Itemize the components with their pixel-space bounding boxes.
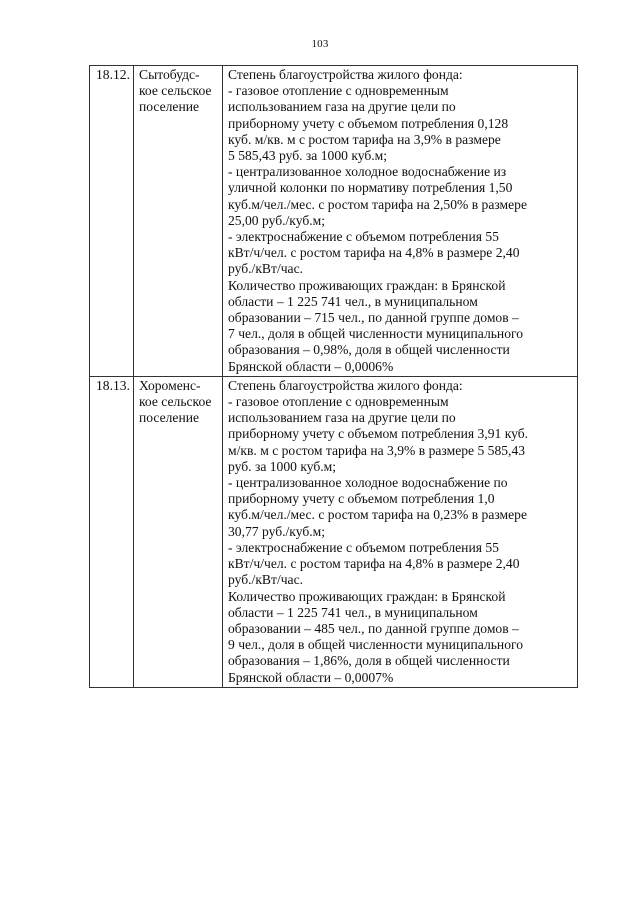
description-line: 30,77 руб./куб.м; <box>228 523 326 539</box>
row-number: 18.13. <box>96 377 130 393</box>
row-number: 18.12. <box>96 67 130 82</box>
settlement-name-cell <box>134 376 223 687</box>
row-number-cell <box>90 376 134 687</box>
description-line: 9 чел., доля в общей численности муниципального <box>228 637 524 653</box>
description-line: уличной колонки по нормативу потребления 1,50 <box>228 180 513 196</box>
description-line: куб.м/чел./мес. с ростом тарифа на 0,23% в размере <box>228 507 528 523</box>
description-line: Брянской области – 0,0007% <box>228 669 394 685</box>
description-line: приборному учету с объемом потребления 1,0 <box>228 491 495 507</box>
page-number: 103 <box>311 38 329 50</box>
description-line: Количество проживающих граждан: в Брянской <box>228 277 506 293</box>
description-line: м/кв. м с ростом тарифа на 3,9% в размере 5 585,43 <box>228 442 526 458</box>
settlement-name-line: кое сельское <box>139 394 212 410</box>
settlement-name-cell <box>134 66 223 377</box>
description-line: - централизованное холодное водоснабжение из <box>228 164 507 180</box>
description-line: куб.м/чел./мес. с ростом тарифа на 2,50% в размере <box>228 196 528 212</box>
description-line: руб. за 1000 куб.м; <box>228 458 337 474</box>
settlement-name-line: поселение <box>139 99 200 115</box>
description-line: приборному учету с объемом потребления 0,128 <box>228 115 509 131</box>
description-line: области – 1 225 741 чел., в муниципальном <box>228 293 478 309</box>
settlement-name-line: Сытобудс- <box>139 67 200 82</box>
description-line: 25,00 руб./куб.м; <box>228 212 326 228</box>
description-line: куб. м/кв. м с ростом тарифа на 3,9% в размере <box>228 131 501 147</box>
description-line: Степень благоустройства жилого фонда: <box>228 377 463 393</box>
table-row <box>90 376 578 687</box>
description-line: Количество проживающих граждан: в Брянской <box>228 588 506 604</box>
row-number-cell <box>90 66 134 377</box>
table-row <box>90 66 578 377</box>
description-line: - газовое отопление с одновременным <box>228 83 449 99</box>
description-line: образования – 0,98%, доля в общей численности <box>228 342 510 358</box>
description-line: кВт/ч/чел. с ростом тарифа на 4,8% в размере 2,40 <box>228 556 520 572</box>
description-line: - электроснабжение с объемом потребления 55 <box>228 539 499 555</box>
description-line: кВт/ч/чел. с ростом тарифа на 4,8% в размере 2,40 <box>228 245 520 261</box>
description-cell <box>223 66 578 377</box>
settlement-name-line: кое сельское <box>139 83 212 99</box>
description-line: образования – 1,86%, доля в общей численности <box>228 653 510 669</box>
description-cell <box>223 376 578 687</box>
description-line: - электроснабжение с объемом потребления 55 <box>228 229 499 245</box>
description-line: использованием газа на другие цели по <box>228 410 456 426</box>
description-line: 7 чел., доля в общей численности муниципального <box>228 326 524 342</box>
description-line: использованием газа на другие цели по <box>228 99 456 115</box>
tariff-table <box>89 65 578 688</box>
description-line: 5 585,43 руб. за 1000 куб.м; <box>228 148 388 164</box>
description-line: Степень благоустройства жилого фонда: <box>228 67 463 82</box>
description-line: приборному учету с объемом потребления 3,91 куб. <box>228 426 529 442</box>
settlement-name-line: поселение <box>139 410 200 426</box>
description-line: Брянской области – 0,0006% <box>228 358 394 374</box>
description-line: образовании – 715 чел., по данной группе домов – <box>228 310 519 326</box>
description-line: руб./кВт/час. <box>228 261 304 277</box>
description-line: образовании – 485 чел., по данной группе домов – <box>228 620 519 636</box>
description-line: - газовое отопление с одновременным <box>228 394 449 410</box>
description-line: области – 1 225 741 чел., в муниципальном <box>228 604 478 620</box>
description-line: - централизованное холодное водоснабжение по <box>228 475 508 491</box>
description-line: руб./кВт/час. <box>228 572 304 588</box>
settlement-name-line: Хороменс- <box>139 377 201 393</box>
